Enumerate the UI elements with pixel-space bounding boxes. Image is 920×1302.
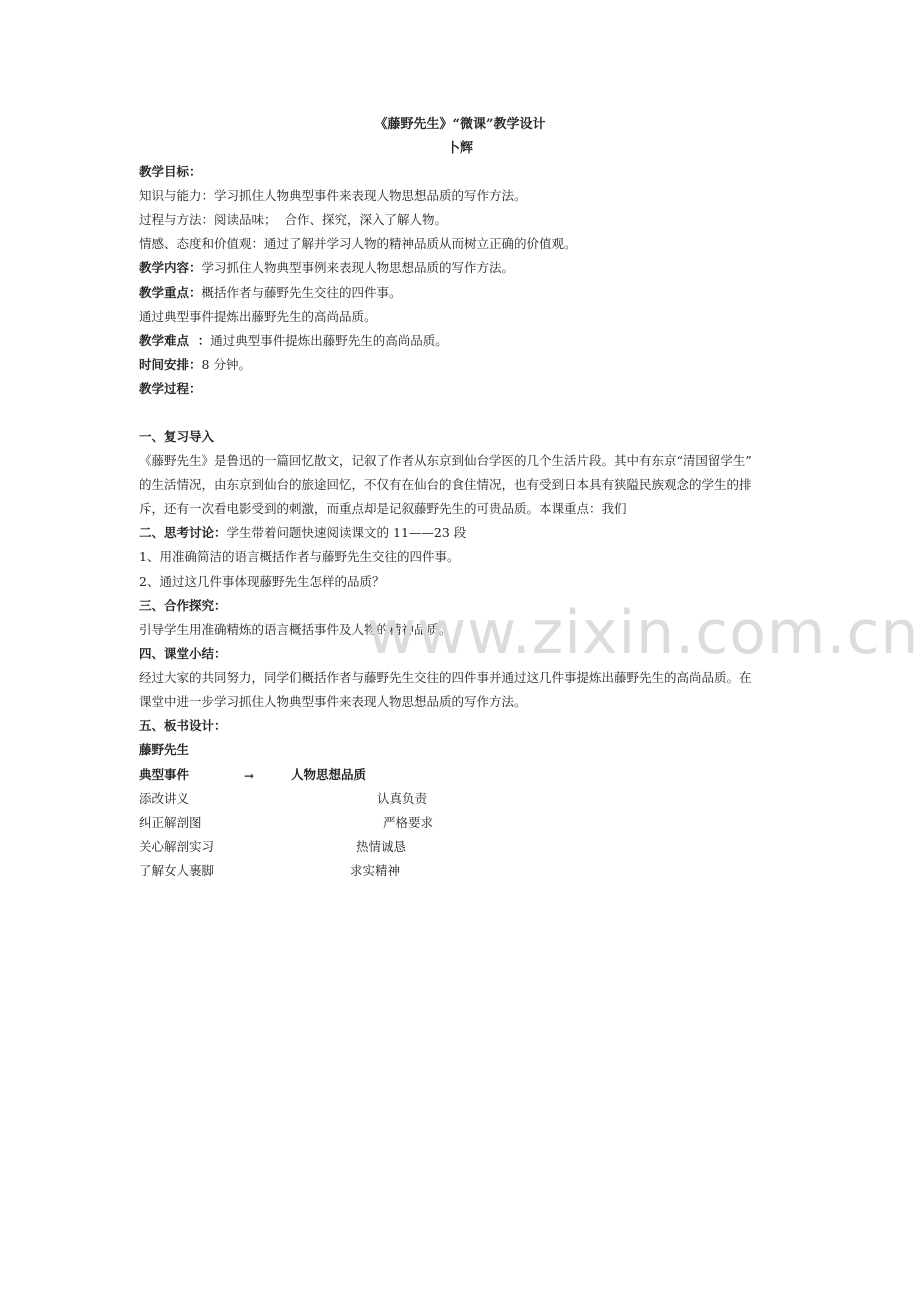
section-4-line: 课堂中进一步学习抓住人物典型事件来表现人物思想品质的写作方法。	[139, 694, 527, 709]
board-event: 了解女人裹脚	[139, 863, 215, 878]
board-quality: 求实精神	[350, 863, 401, 878]
board-title: 藤野先生	[139, 742, 190, 757]
section-1-line: 的生活情况，由东京到仙台的旅途回忆，不仅有在仙台的食住情况，也有受到日本具有狭隘民族观念的学生的排	[139, 477, 752, 492]
teaching-content-label: 教学内容：	[139, 260, 202, 275]
teaching-content	[139, 259, 789, 277]
board-quality: 认真负责	[377, 791, 428, 806]
teaching-content-text: 学习抓住人物典型事例来表现人物思想品质的写作方法。	[201, 260, 515, 275]
key-points-label: 教学重点：	[139, 285, 202, 300]
difficulty-text: 通过典型事件提炼出藤野先生的高尚品质。	[210, 333, 448, 348]
document-author: 卜辉	[446, 141, 473, 156]
key-points-text: 概括作者与藤野先生交往的四件事。	[201, 285, 402, 300]
section-4-line: 经过大家的共同努力，同学们概括作者与藤野先生交往的四件事并通过这几件事提炼出藤野先生的高尚品质。在	[139, 670, 752, 685]
board-col2-header: 人物思想品质	[291, 767, 367, 782]
time-arrangement	[139, 356, 789, 374]
objective-process: 过程与方法：阅读品味； 合作、探究，深入了解人物。	[139, 212, 447, 227]
board-col1-header: 典型事件	[139, 767, 190, 782]
section-1-line: 斥，还有一次看电影受到的刺激，而重点却是记叙藤野先生的可贵品质。本课重点：我们	[139, 501, 627, 516]
arrow-right-icon: →	[244, 769, 255, 783]
key-points-text-2: 通过典型事件提炼出藤野先生的高尚品质。	[139, 309, 377, 324]
difficulty	[139, 332, 789, 350]
section-1-line: 《藤野先生》是鲁迅的一篇回忆散文，记叙了作者从东京到仙台学医的几个生活片段。其中有东京“清国留学生”	[139, 453, 752, 468]
section-3-heading: 三、合作探究：	[139, 598, 227, 613]
objectives-heading: 教学目标：	[139, 164, 202, 179]
section-4-heading: 四、课堂小结：	[139, 646, 227, 661]
time-text: 8 分钟。	[201, 357, 251, 372]
board-event: 添改讲义	[139, 791, 190, 806]
time-label: 时间安排：	[139, 357, 202, 372]
board-event: 纠正解剖图	[139, 815, 202, 830]
section-5-heading: 五、板书设计：	[139, 718, 227, 733]
board-quality: 热情诚恳	[356, 839, 407, 854]
section-1-heading: 一、复习导入	[139, 429, 215, 444]
section-2-question-1: 1、用准确简洁的语言概括作者与藤野先生交往的四件事。	[139, 549, 460, 564]
objective-emotion: 情感、态度和价值观：通过了解并学习人物的精神品质从而树立正确的价值观。	[139, 236, 577, 251]
board-quality: 严格要求	[383, 815, 434, 830]
difficulty-label: 教学难点 ：	[139, 333, 211, 348]
section-2-label: 二、思考讨论：	[139, 525, 227, 540]
key-points	[139, 284, 789, 302]
watermark: www.zixin.com.cn	[367, 598, 920, 668]
section-3-text: 引导学生用准确精炼的语言概括事件及人物的精神品质。	[139, 622, 452, 637]
process-heading: 教学过程：	[139, 381, 202, 396]
section-2-question-2: 2、通过这几件事体现藤野先生怎样的品质？	[139, 574, 385, 589]
document-title: 《藤野先生》“微课”教学设计	[374, 117, 546, 132]
board-event: 关心解剖实习	[139, 839, 215, 854]
section-2-text: 学生带着问题快速阅读课文的 11——23 段	[226, 525, 467, 540]
section-2	[139, 524, 789, 542]
objective-knowledge: 知识与能力：学习抓住人物典型事件来表现人物思想品质的写作方法。	[139, 188, 527, 203]
